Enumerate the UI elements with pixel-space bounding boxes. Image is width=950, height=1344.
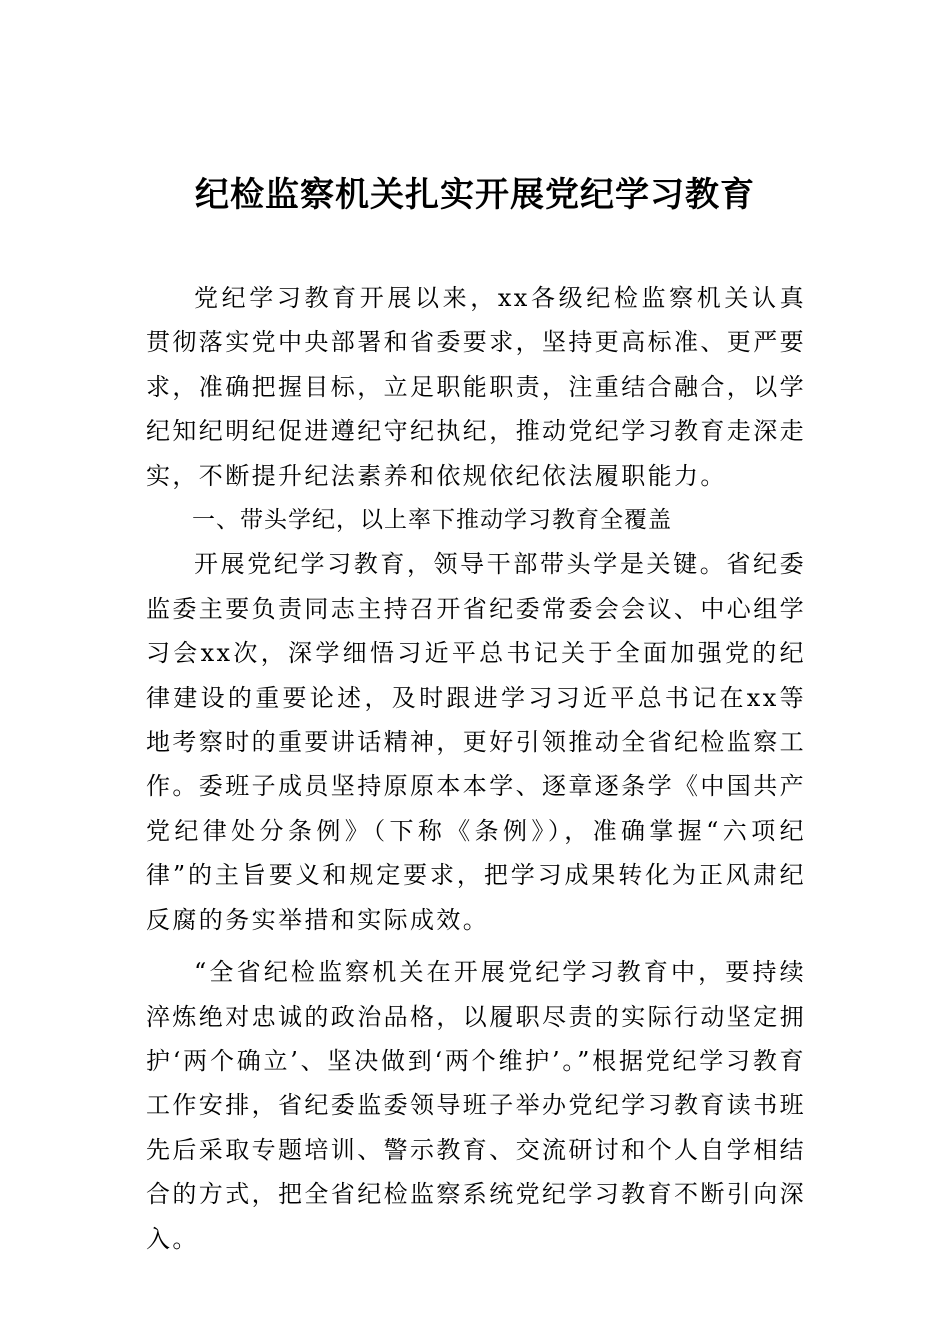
document-body: [146, 276, 806, 1261]
paragraph-leadership-study: 开展党纪学习教育，领导干部带头学是关键。省纪委监委主要负责同志主持召开省纪委常委会会议、中心组学习会xx次，深学细悟习近平总书记关于全面加强党的纪律建设的重要论述，及时跟进学习习近平总书记在xx等地考察时的重要讲话精神，更好引领推动全省纪检监察工作。委班子成员坚持原原本本学、逐章逐条学《中国共产党纪律处分条例》（下称《条例》），准确掌握“六项纪律”的主旨要义和规定要求，把学习成果转化为正风肃纪反腐的务实举措和实际成效。: [146, 550, 806, 934]
paragraph-intro: 党纪学习教育开展以来，xx各级纪检监察机关认真贯彻落实党中央部署和省委要求，坚持更高标准、更严要求，准确把握目标，立足职能职责，注重结合融合，以学纪知纪明纪促进遵纪守纪执纪，推动党纪学习教育走深走实，不断提升纪法素养和依规依纪依法履职能力。: [146, 284, 806, 490]
document-title: 纪检监察机关扎实开展党纪学习教育: [195, 175, 755, 215]
paragraph-quote: “全省纪检监察机关在开展党纪学习教育中，要持续淬炼绝对忠诚的政治品格，以履职尽责的实际行动坚定拥护‘两个确立’、坚决做到‘两个维护’。”根据党纪学习教育工作安排，省纪委监委领导班子举办党纪学习教育读书班先后采取专题培训、警示教育、交流研讨和个人自学相结合的方式，把全省纪检监察系统党纪学习教育不断引向深入。: [146, 958, 806, 1253]
section-heading: 一、带头学纪，以上率下推动学习教育全覆盖: [192, 507, 672, 534]
